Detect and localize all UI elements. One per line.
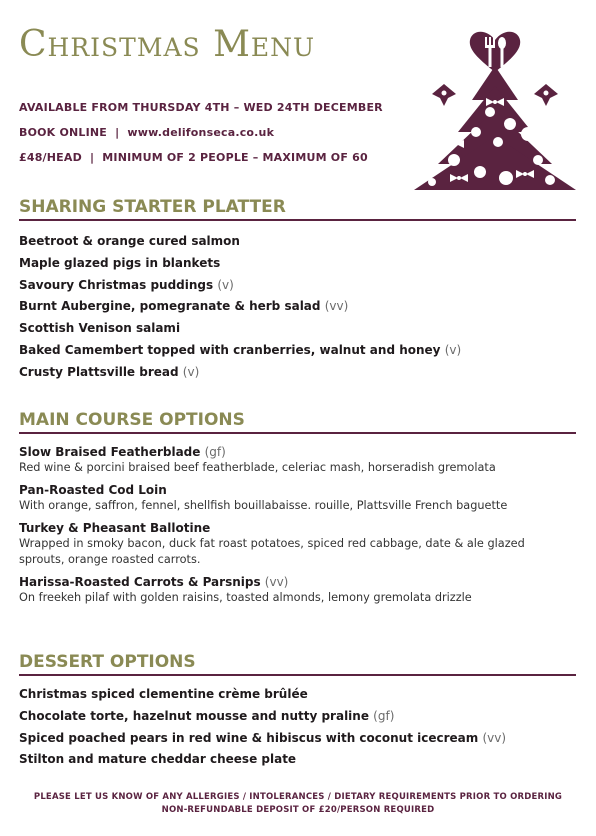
section-divider bbox=[19, 219, 576, 221]
menu-item-name: Chocolate torte, hazelnut mousse and nutty praline bbox=[19, 708, 369, 723]
menu-title: Christmas Menu bbox=[19, 24, 316, 65]
menu-item-name: Burnt Aubergine, pomegranate & herb salad bbox=[19, 299, 321, 314]
menu-item bbox=[19, 362, 579, 384]
menu-item-name: Stilton and mature cheddar cheese plate bbox=[19, 752, 297, 767]
menu-item bbox=[19, 275, 579, 297]
dietary-tag: (gf) bbox=[204, 445, 226, 459]
main-course-item bbox=[19, 520, 579, 568]
menu-item-name: Harissa-Roasted Carrots & Parsnips bbox=[19, 575, 261, 589]
menu-item bbox=[19, 231, 579, 253]
menu-item bbox=[19, 684, 579, 706]
section-divider bbox=[19, 432, 576, 434]
menu-item-description: Red wine & porcini braised beef featherblade, celeriac mash, horseradish gremolata bbox=[19, 461, 496, 474]
menu-item-name: Baked Camembert topped with cranberries, walnut and honey bbox=[19, 342, 441, 357]
dietary-tag: (vv) bbox=[324, 299, 349, 314]
main-course-header bbox=[19, 482, 579, 498]
menu-item bbox=[19, 340, 579, 362]
main-course-header bbox=[19, 444, 579, 460]
menu-item-name: Slow Braised Featherblade bbox=[19, 445, 201, 459]
menu-item bbox=[19, 253, 579, 275]
menu-item bbox=[19, 706, 579, 728]
main-course-item bbox=[19, 574, 579, 606]
starters-heading: SHARING STARTER PLATTER bbox=[19, 197, 286, 217]
menu-item-description: On freekeh pilaf with golden raisins, toasted almonds, lemony gremolata drizzle bbox=[19, 591, 472, 604]
menu-item-name: Crusty Plattsville bread bbox=[19, 364, 179, 379]
menu-item bbox=[19, 749, 579, 771]
menu-item bbox=[19, 318, 579, 340]
main-course-header bbox=[19, 520, 579, 536]
mains-heading: MAIN COURSE OPTIONS bbox=[19, 410, 245, 430]
menu-item-name: Pan-Roasted Cod Loin bbox=[19, 483, 167, 497]
dietary-tag: (vv) bbox=[264, 575, 289, 589]
menu-item-name: Maple glazed pigs in blankets bbox=[19, 255, 221, 270]
starters-list bbox=[19, 231, 579, 384]
menu-item-name: Turkey & Pheasant Ballotine bbox=[19, 521, 211, 535]
menu-item-description: Wrapped in smoky bacon, duck fat roast potatoes, spiced red cabbage, date & ale glazed sprouts, orange roasted carrots. bbox=[19, 537, 525, 566]
menu-item-name: Savoury Christmas puddings bbox=[19, 277, 214, 292]
menu-item-description: With orange, saffron, fennel, shellfish bouillabaisse. rouille, Plattsville French baguette bbox=[19, 499, 508, 512]
menu-item-name: Spiced poached pears in red wine & hibiscus with coconut icecream bbox=[19, 730, 479, 745]
menu-item-name: Beetroot & orange cured salmon bbox=[19, 234, 240, 248]
deposit-notice: NON-REFUNDABLE DEPOSIT OF £20/PERSON REQUIRED bbox=[161, 805, 435, 815]
main-course-header bbox=[19, 574, 579, 590]
desserts-list bbox=[19, 684, 579, 771]
main-course-item bbox=[19, 482, 579, 514]
dietary-tag: (v) bbox=[182, 364, 200, 379]
mains-list bbox=[19, 444, 579, 612]
dietary-tag: (v) bbox=[217, 277, 234, 292]
menu-item-name: Scottish Venison salami bbox=[19, 321, 181, 336]
dietary-tag: (gf) bbox=[373, 708, 395, 723]
desserts-heading: DESSERT OPTIONS bbox=[19, 652, 196, 672]
menu-item bbox=[19, 296, 579, 318]
dietary-tag: (v) bbox=[444, 342, 462, 357]
main-course-item bbox=[19, 444, 579, 476]
pricing-text: £48/HEAD | MINIMUM OF 2 PEOPLE – MAXIMUM OF 60 bbox=[19, 151, 368, 164]
dietary-tag: (vv) bbox=[482, 730, 507, 745]
menu-item-name: Christmas spiced clementine crème brûlée bbox=[19, 687, 308, 701]
booking-text: BOOK ONLINE | www.delifonseca.co.uk bbox=[19, 126, 275, 139]
menu-item bbox=[19, 728, 579, 750]
allergy-notice: PLEASE LET US KNOW OF ANY ALLERGIES / INTOLERANCES / DIETARY REQUIREMENTS PRIOR TO ORDERING bbox=[33, 792, 563, 802]
christmas-tree-icon bbox=[410, 28, 580, 196]
availability-text: AVAILABLE FROM THURSDAY 4TH – WED 24TH DECEMBER bbox=[19, 101, 383, 114]
section-divider bbox=[19, 674, 576, 676]
